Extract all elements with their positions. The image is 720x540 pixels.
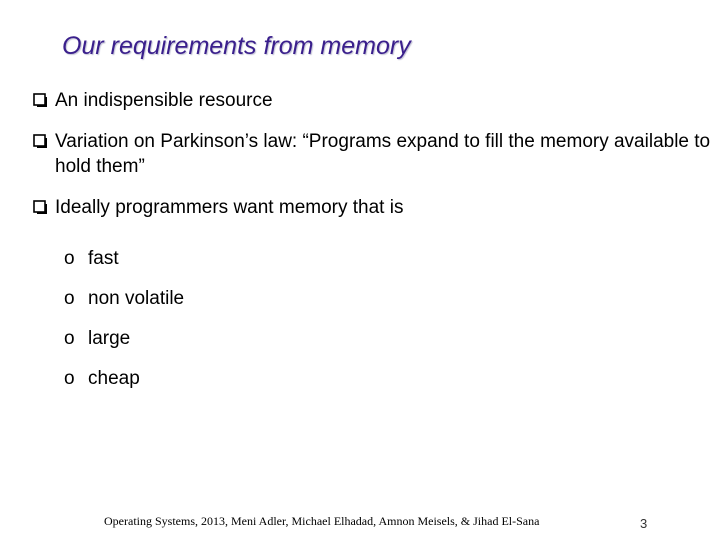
bullet-item (33, 195, 713, 220)
q-square-checkbox-icon (33, 200, 47, 214)
page-number: 3 (640, 516, 648, 531)
bullet-text: Ideally programmers want memory that is (55, 197, 404, 218)
slide-title: Our requirements from memory (62, 32, 411, 60)
q-square-checkbox-icon (33, 134, 47, 148)
sub-item (64, 326, 464, 366)
bullet-list (33, 88, 713, 236)
bullet-item (33, 88, 713, 113)
hollow-circle-icon: o (64, 368, 75, 389)
sub-item-text: fast (88, 248, 119, 269)
bullet-text: An indispensible resource (55, 90, 273, 111)
sub-item-text: cheap (88, 368, 140, 389)
sub-item-text: non volatile (88, 288, 185, 309)
hollow-circle-icon: o (64, 248, 75, 269)
hollow-circle-icon: o (64, 328, 75, 349)
sub-item (64, 246, 464, 286)
sub-item (64, 286, 464, 326)
slide-footer: Operating Systems, 2013, Meni Adler, Michael Elhadad, Amnon Meisels, & Jihad El-Sana (104, 514, 540, 528)
bullet-text: Variation on Parkinson’s law: “Programs expand to fill the memory available to hold them” (55, 131, 711, 177)
hollow-circle-icon: o (64, 288, 75, 309)
bullet-item (33, 129, 713, 179)
sub-item (64, 366, 464, 406)
q-square-checkbox-icon (33, 93, 47, 107)
sub-item-text: large (88, 328, 131, 349)
sub-list (64, 246, 464, 406)
